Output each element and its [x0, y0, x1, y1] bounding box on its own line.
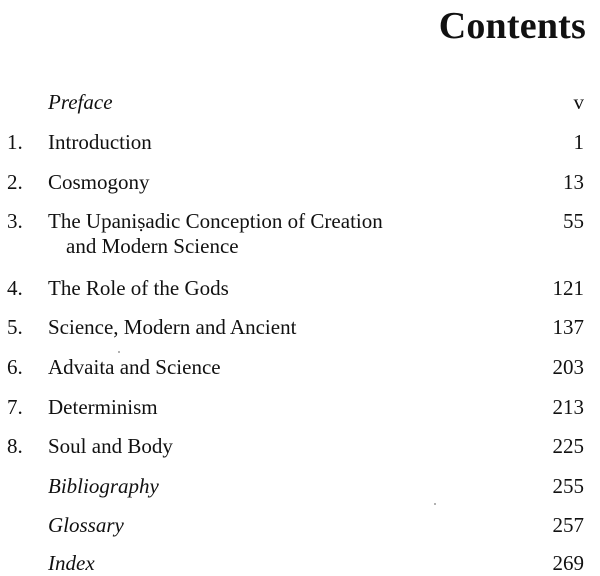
- toc-entry-number: 5.: [7, 315, 23, 339]
- toc-entry-title: Introduction: [48, 130, 152, 154]
- toc-entry-page: 257: [552, 513, 584, 537]
- toc-entry-page: 213: [552, 395, 584, 419]
- toc-entry-title: Cosmogony: [48, 170, 150, 194]
- toc-entry-page: 137: [552, 315, 584, 339]
- toc-entry-title: [48, 209, 448, 259]
- toc-entry-title: Bibliography: [48, 474, 159, 498]
- toc-entry-title: Determinism: [48, 395, 158, 419]
- toc-entry-page: 1: [573, 130, 584, 154]
- toc-entry-page: 203: [552, 355, 584, 379]
- toc-entry-number: 7.: [7, 395, 23, 419]
- toc-entry-title: Science, Modern and Ancient: [48, 315, 297, 339]
- toc-entry-number: 8.: [7, 434, 23, 458]
- toc-entry-page: 121: [552, 276, 584, 300]
- toc-entry-title: Advaita and Science: [48, 355, 221, 379]
- print-speck: [118, 351, 120, 353]
- page-title: Contents: [438, 5, 586, 47]
- toc-entry-number: 1.: [7, 130, 23, 154]
- toc-entry-title: The Role of the Gods: [48, 276, 229, 300]
- toc-entry-title-line-2: and Modern Science: [66, 234, 239, 258]
- toc-entry-page: 269: [552, 551, 584, 575]
- toc-entry-number: 2.: [7, 170, 23, 194]
- toc-entry-number: 4.: [7, 276, 23, 300]
- toc-entry-title: Soul and Body: [48, 434, 173, 458]
- toc-entry-number: 3.: [7, 209, 23, 233]
- toc-entry-title-line-1: The Upaniṣadic Conception of Creation: [48, 209, 383, 233]
- print-speck: [434, 503, 436, 505]
- toc-entry-page: 225: [552, 434, 584, 458]
- toc-entry-page: v: [573, 90, 584, 114]
- toc-entry-title: Index: [48, 551, 95, 575]
- toc-entry-page: 13: [563, 170, 584, 194]
- toc-entry-number: 6.: [7, 355, 23, 379]
- toc-entry-title: Preface: [48, 90, 113, 114]
- toc-entry-page: 255: [552, 474, 584, 498]
- toc-entry-page: 55: [563, 209, 584, 233]
- toc-entry-title: Glossary: [48, 513, 124, 537]
